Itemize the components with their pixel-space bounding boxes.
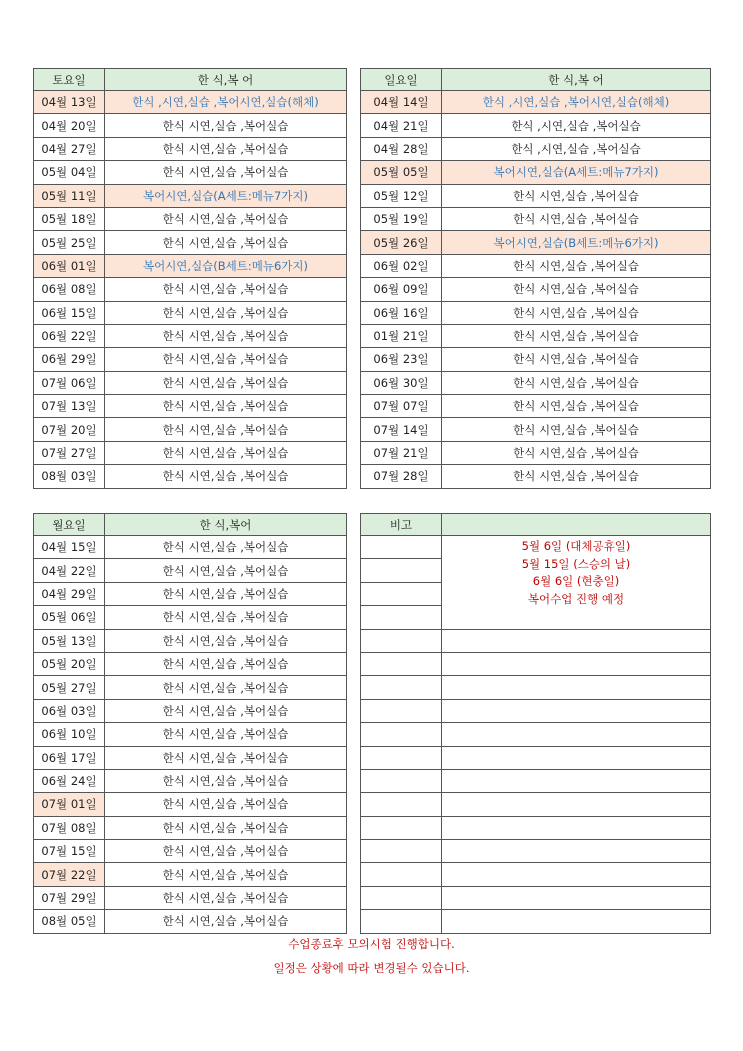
remarks-left-cell (361, 559, 442, 582)
saturday-header-row (34, 69, 347, 91)
schedule-row (34, 536, 347, 559)
remarks-left-cell (361, 793, 442, 816)
remarks-row (361, 676, 711, 699)
remarks-row (361, 886, 711, 909)
row-content: 한식 시연,실습 ,복어실습 (442, 348, 711, 371)
row-content: 한식 시연,실습 ,복어실습 (442, 441, 711, 464)
remarks-right-cell (442, 816, 711, 839)
row-content: 한식 시연,실습 ,복어실습 (105, 536, 347, 559)
row-content: 한식 시연,실습 ,복어실습 (442, 301, 711, 324)
row-content: 한식 시연,실습 ,복어실습 (105, 816, 347, 839)
remarks-row (361, 793, 711, 816)
monday-course-header: 한 식,복어 (105, 514, 347, 536)
sunday-day-header: 일요일 (361, 69, 442, 91)
schedule-row (34, 324, 347, 347)
row-content: 한식 시연,실습 ,복어실습 (105, 137, 347, 160)
schedule-row (361, 395, 711, 418)
row-date: 05월 04일 (34, 161, 105, 184)
row-date: 06월 08일 (34, 278, 105, 301)
schedule-row (361, 301, 711, 324)
row-date: 04월 29일 (34, 582, 105, 605)
schedule-row (34, 910, 347, 933)
footer-note-schedule-change: 일정은 상황에 따라 변경될수 있습니다. (273, 961, 470, 975)
row-content: 한식 시연,실습 ,복어실습 (105, 699, 347, 722)
row-date: 05월 12일 (361, 184, 442, 207)
schedule-row (34, 746, 347, 769)
remarks-row (361, 652, 711, 675)
remarks-row (361, 699, 711, 722)
row-content: 한식 시연,실습 ,복어실습 (105, 114, 347, 137)
row-date: 05월 13일 (34, 629, 105, 652)
remarks-note-line: 5월 6일 (대체공휴일) (521, 539, 631, 553)
row-date: 07월 06일 (34, 371, 105, 394)
row-content: 한식 시연,실습 ,복어실습 (442, 418, 711, 441)
remarks-left-cell (361, 816, 442, 839)
schedule-row (34, 676, 347, 699)
remarks-right-cell (442, 652, 711, 675)
remarks-left-cell (361, 746, 442, 769)
remarks-right-cell (442, 723, 711, 746)
remarks-row (361, 629, 711, 652)
row-content: 한식 시연,실습 ,복어실습 (105, 582, 347, 605)
schedule-row (34, 207, 347, 230)
row-date: 01월 21일 (361, 324, 442, 347)
row-content: 한식 ,시연,실습 ,복어시연,실습(해체) (442, 91, 711, 114)
row-content: 한식 ,시연,실습 ,복어시연,실습(해체) (105, 91, 347, 114)
row-date: 07월 14일 (361, 418, 442, 441)
schedule-row (34, 137, 347, 160)
row-date: 07월 28일 (361, 465, 442, 488)
remarks-row (361, 840, 711, 863)
row-date: 07월 27일 (34, 441, 105, 464)
row-date: 06월 29일 (34, 348, 105, 371)
row-content: 한식 시연,실습 ,복어실습 (105, 395, 347, 418)
saturday-rows (34, 91, 347, 489)
row-date: 05월 18일 (34, 207, 105, 230)
remarks-left-cell (361, 769, 442, 792)
schedule-row (34, 793, 347, 816)
remarks-right-cell (442, 699, 711, 722)
row-content: 한식 ,시연,실습 ,복어실습 (442, 114, 711, 137)
remarks-table (360, 513, 711, 934)
remarks-left-cell (361, 723, 442, 746)
schedule-row (34, 441, 347, 464)
remarks-left-cell (361, 536, 442, 559)
row-date: 06월 10일 (34, 723, 105, 746)
row-content: 한식 시연,실습 ,복어실습 (442, 207, 711, 230)
schedule-row (361, 324, 711, 347)
row-content: 한식 시연,실습 ,복어실습 (442, 254, 711, 277)
schedule-row (34, 161, 347, 184)
remarks-note-line: 6월 6일 (현충일) (532, 574, 620, 588)
schedule-row (361, 254, 711, 277)
remarks-left-cell (361, 652, 442, 675)
schedule-row (361, 418, 711, 441)
monday-table (33, 513, 347, 934)
row-content: 한식 시연,실습 ,복어실습 (105, 769, 347, 792)
schedule-row (34, 723, 347, 746)
row-date: 04월 20일 (34, 114, 105, 137)
schedule-row (34, 886, 347, 909)
row-date: 07월 08일 (34, 816, 105, 839)
row-date: 07월 01일 (34, 793, 105, 816)
row-content: 한식 시연,실습 ,복어실습 (105, 910, 347, 933)
schedule-row (34, 863, 347, 886)
row-date: 05월 20일 (34, 652, 105, 675)
row-content: 한식 시연,실습 ,복어실습 (105, 676, 347, 699)
row-date: 07월 13일 (34, 395, 105, 418)
row-content: 복어시연,실습(B세트:메뉴6가지) (105, 254, 347, 277)
schedule-row (34, 91, 347, 114)
remarks-left-cell (361, 582, 442, 605)
saturday-table (33, 68, 347, 489)
remarks-left-cell (361, 910, 442, 933)
schedule-row (361, 184, 711, 207)
schedule-row (34, 606, 347, 629)
row-content: 한식 시연,실습 ,복어실습 (105, 301, 347, 324)
schedule-row (34, 582, 347, 605)
row-date: 05월 26일 (361, 231, 442, 254)
monday-rows (34, 536, 347, 934)
row-content: 한식 시연,실습 ,복어실습 (105, 161, 347, 184)
row-content: 복어시연,실습(A세트:메뉴7가지) (105, 184, 347, 207)
row-date: 06월 17일 (34, 746, 105, 769)
schedule-row (34, 348, 347, 371)
sunday-table (360, 68, 711, 489)
row-content: 한식 시연,실습 ,복어실습 (442, 278, 711, 301)
remarks-left-cell (361, 863, 442, 886)
saturday-day-header: 토요일 (34, 69, 105, 91)
row-date: 04월 27일 (34, 137, 105, 160)
row-date: 04월 21일 (361, 114, 442, 137)
sunday-rows (361, 91, 711, 489)
row-content: 한식 시연,실습 ,복어실습 (105, 418, 347, 441)
schedule-row (34, 840, 347, 863)
row-content: 복어시연,실습(A세트:메뉴7가지) (442, 161, 711, 184)
schedule-row (34, 371, 347, 394)
row-content: 한식 시연,실습 ,복어실습 (105, 441, 347, 464)
remarks-row (361, 746, 711, 769)
remarks-left-cell (361, 699, 442, 722)
row-content: 한식 시연,실습 ,복어실습 (105, 886, 347, 909)
row-content: 한식 시연,실습 ,복어실습 (105, 793, 347, 816)
row-content: 한식 시연,실습 ,복어실습 (105, 746, 347, 769)
row-content: 한식 시연,실습 ,복어실습 (442, 371, 711, 394)
remarks-right-cell (442, 910, 711, 933)
schedule-row (361, 231, 711, 254)
row-content: 한식 시연,실습 ,복어실습 (442, 395, 711, 418)
row-date: 05월 25일 (34, 231, 105, 254)
remarks-note-line: 5월 15일 (스승의 날) (521, 556, 631, 571)
row-date: 06월 23일 (361, 348, 442, 371)
row-content: 한식 시연,실습 ,복어실습 (442, 324, 711, 347)
row-content: 한식 시연,실습 ,복어실습 (105, 465, 347, 488)
remarks-row (361, 769, 711, 792)
remarks-left-cell (361, 676, 442, 699)
schedule-row (34, 699, 347, 722)
remarks-right-cell (442, 840, 711, 863)
remarks-row (361, 816, 711, 839)
row-date: 07월 21일 (361, 441, 442, 464)
row-date: 04월 28일 (361, 137, 442, 160)
footer-note-exam: 수업종료후 모의시험 진행합니다. (288, 937, 455, 951)
row-content: 복어시연,실습(B세트:메뉴6가지) (442, 231, 711, 254)
row-date: 04월 15일 (34, 536, 105, 559)
remarks-right-cell (442, 793, 711, 816)
schedule-row (34, 301, 347, 324)
schedule-row (361, 348, 711, 371)
row-date: 05월 05일 (361, 161, 442, 184)
remarks-left-cell (361, 840, 442, 863)
remarks-row (361, 863, 711, 886)
row-content: 한식 시연,실습 ,복어실습 (105, 348, 347, 371)
row-content: 한식 시연,실습 ,복어실습 (105, 207, 347, 230)
remarks-right-cell (442, 769, 711, 792)
row-date: 05월 19일 (361, 207, 442, 230)
schedule-row (34, 278, 347, 301)
remarks-row (361, 910, 711, 933)
row-date: 06월 24일 (34, 769, 105, 792)
remarks-header: 비고 (361, 514, 442, 536)
sunday-course-header: 한 식,복 어 (442, 69, 711, 91)
row-date: 04월 13일 (34, 91, 105, 114)
remarks-note-line: 복어수업 진행 예정 (527, 591, 625, 606)
row-date: 06월 16일 (361, 301, 442, 324)
schedule-row (361, 137, 711, 160)
schedule-row (34, 816, 347, 839)
schedule-row (34, 652, 347, 675)
monday-day-header: 월요일 (34, 514, 105, 536)
row-date: 08월 03일 (34, 465, 105, 488)
row-content: 한식 시연,실습 ,복어실습 (105, 863, 347, 886)
remarks-right-cell (442, 746, 711, 769)
schedule-row (361, 207, 711, 230)
row-date: 04월 22일 (34, 559, 105, 582)
schedule-row (361, 278, 711, 301)
remarks-row (361, 723, 711, 746)
schedule-row (34, 114, 347, 137)
schedule-row (34, 231, 347, 254)
schedule-row (361, 161, 711, 184)
schedule-row (34, 769, 347, 792)
schedule-row (361, 114, 711, 137)
row-date: 06월 03일 (34, 699, 105, 722)
schedule-row (361, 371, 711, 394)
remarks-left-cell (361, 606, 442, 629)
row-content: 한식 시연,실습 ,복어실습 (105, 231, 347, 254)
remarks-rows (361, 536, 711, 934)
row-content: 한식 시연,실습 ,복어실습 (442, 184, 711, 207)
remarks-right-cell (442, 629, 711, 652)
row-content: 한식 시연,실습 ,복어실습 (442, 465, 711, 488)
monday-header-row (34, 514, 347, 536)
row-date: 06월 09일 (361, 278, 442, 301)
row-date: 06월 01일 (34, 254, 105, 277)
schedule-row (34, 184, 347, 207)
schedule-row (34, 418, 347, 441)
remarks-right-cell (442, 863, 711, 886)
row-content: 한식 시연,실습 ,복어실습 (105, 723, 347, 746)
row-date: 06월 02일 (361, 254, 442, 277)
schedule-row (361, 441, 711, 464)
row-date: 08월 05일 (34, 910, 105, 933)
remarks-header-row (361, 514, 711, 536)
remarks-header-blank (442, 514, 711, 536)
remarks-notes (442, 538, 710, 608)
saturday-course-header: 한 식,복 어 (105, 69, 347, 91)
row-content: 한식 시연,실습 ,복어실습 (105, 278, 347, 301)
remarks-right-cell (442, 886, 711, 909)
schedule-row (361, 465, 711, 488)
row-date: 07월 29일 (34, 886, 105, 909)
row-date: 06월 30일 (361, 371, 442, 394)
row-date: 07월 07일 (361, 395, 442, 418)
schedule-row (361, 91, 711, 114)
row-date: 07월 20일 (34, 418, 105, 441)
row-content: 한식 시연,실습 ,복어실습 (105, 840, 347, 863)
row-content: 한식 시연,실습 ,복어실습 (105, 371, 347, 394)
row-content: 한식 시연,실습 ,복어실습 (105, 652, 347, 675)
row-content: 한식 시연,실습 ,복어실습 (105, 629, 347, 652)
remarks-row (361, 536, 711, 559)
row-date: 06월 15일 (34, 301, 105, 324)
row-date: 07월 15일 (34, 840, 105, 863)
row-content: 한식 ,시연,실습 ,복어실습 (442, 137, 711, 160)
row-date: 05월 06일 (34, 606, 105, 629)
remarks-note-cell (442, 536, 711, 630)
row-content: 한식 시연,실습 ,복어실습 (105, 606, 347, 629)
remarks-left-cell (361, 886, 442, 909)
row-date: 06월 22일 (34, 324, 105, 347)
schedule-row (34, 254, 347, 277)
remarks-right-cell (442, 676, 711, 699)
row-date: 04월 14일 (361, 91, 442, 114)
schedule-row (34, 559, 347, 582)
schedule-row (34, 629, 347, 652)
row-date: 05월 27일 (34, 676, 105, 699)
row-date: 07월 22일 (34, 863, 105, 886)
row-content: 한식 시연,실습 ,복어실습 (105, 559, 347, 582)
row-content: 한식 시연,실습 ,복어실습 (105, 324, 347, 347)
schedule-row (34, 395, 347, 418)
schedule-row (34, 465, 347, 488)
remarks-left-cell (361, 629, 442, 652)
row-date: 05월 11일 (34, 184, 105, 207)
sunday-header-row (361, 69, 711, 91)
